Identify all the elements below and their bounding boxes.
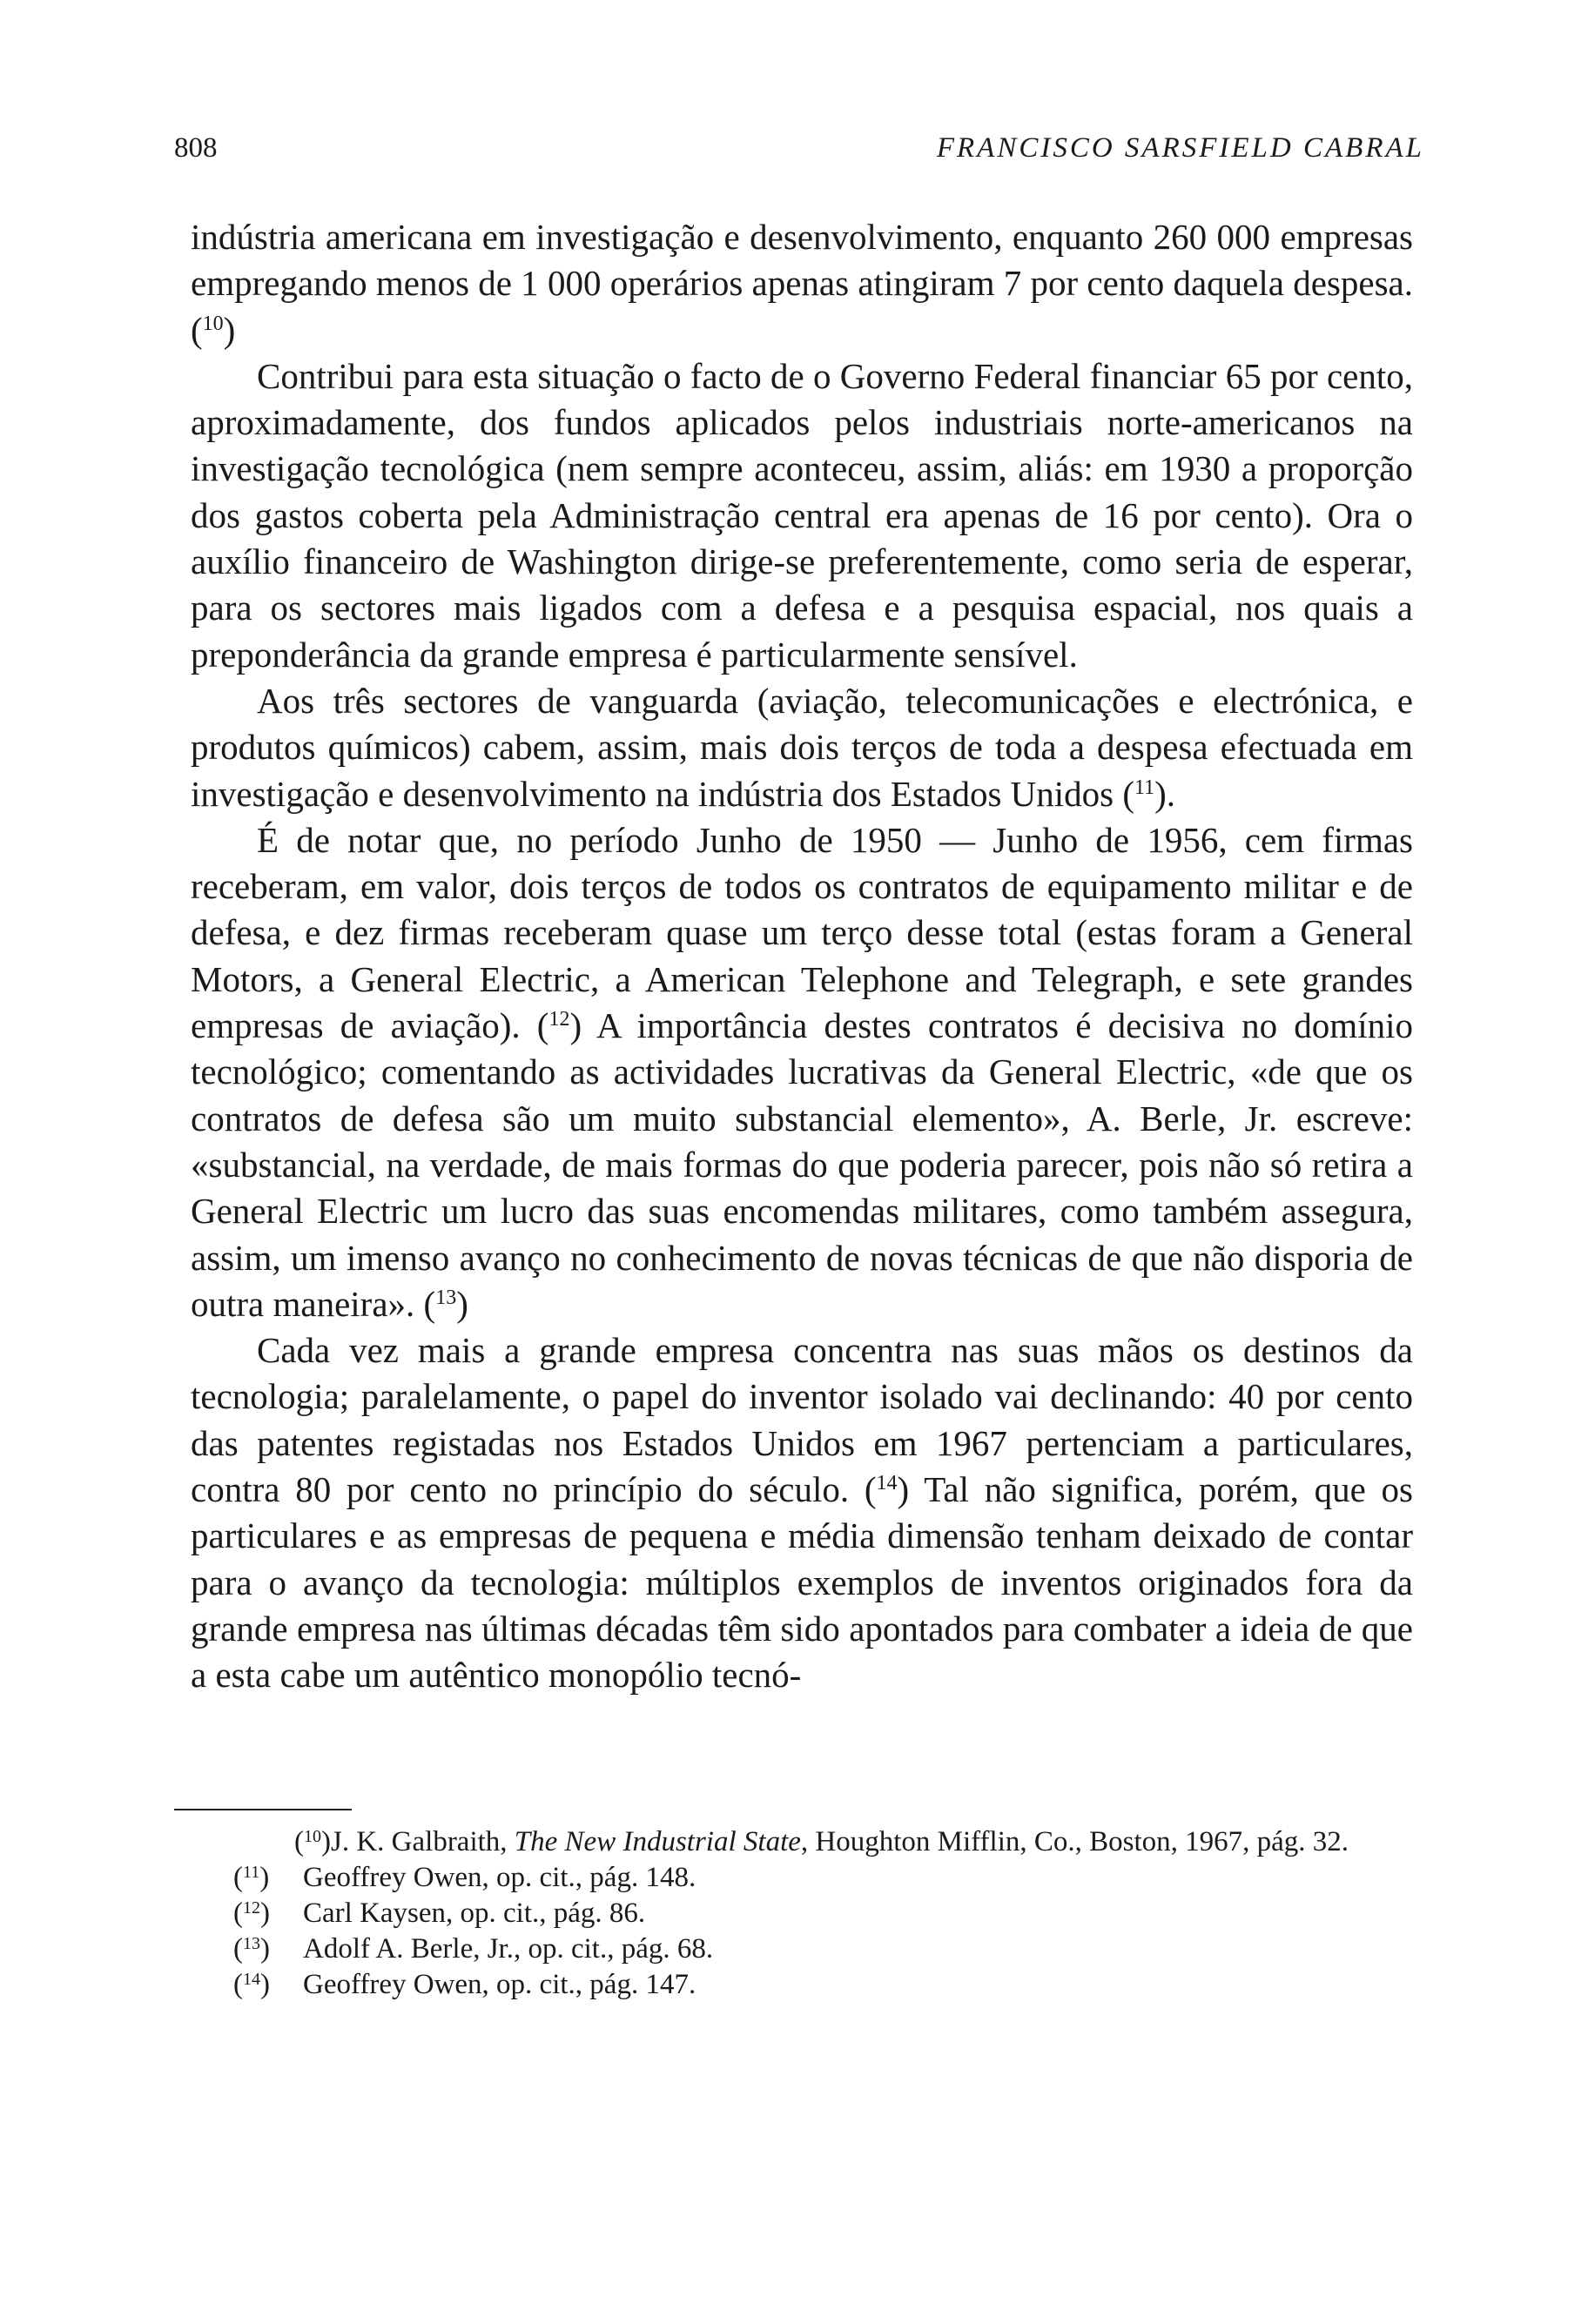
paragraph-4: É de notar que, no período Junho de 1950 — Junho de 1956, cem firmas receberam, em valor, dois terços de todos os contratos de equipamento militar e de defesa, e dez firmas receberam quase um terço desse total (estas foram a General Motors, a General Electric, a American Telephone and Telegraph, e sete grandes empresas de aviação). ($^{12}$) A importância destes contratos é decisiva no domínio tecnológico; comentando as actividades lucrativas da General Electric, «de que os contratos de defesa são um muito substancial elemento», A. Berle, Jr. escreve: «substancial, na verdade, de mais formas do que poderia parecer, pois não só retira a General Electric um lucro das suas encomendas militares, como também assegura, assim, um imenso avanço no conhecimento de novas técnicas de que não disporia de outra maneira». ($^{13}$) xyxy=(191,819,1413,1324)
paragraph-2: Contribui para esta situação o facto de o Governo Federal financiar 65 por cento, aproximadamente, dos fundos aplicados pelos industriais norte-americanos na investigação tecnológica (nem sempre aconteceu, assim, aliás: em 1930 a proporção dos gastos coberta pela Administração central era apenas de 16 por cento). Ora o auxílio financeiro de Washington dirige-se preferentemente, como seria de esperar, para os sectores mais ligados com a defesa e a pesquisa espacial, nos quais a preponderância da grande empresa é particularmente sensível. xyxy=(191,355,1413,675)
footnotes xyxy=(172,1824,1413,2003)
paragraph-1: indústria americana em investigação e desenvolvimento, enquanto 260 000 empresas empregando menos de 1 000 operários apenas atingiram 7 por cento daquela despesa. ($^{10}$) xyxy=(191,217,1413,350)
footnote-12: ($^{12}$) Carl Kaysen, op. cit., pág. 86. xyxy=(233,1897,646,1929)
note-ref-11: 11 xyxy=(1134,776,1155,799)
note-ref-14: 14 xyxy=(876,1472,898,1495)
note-ref-13: 13 xyxy=(435,1286,457,1309)
footnote-book-title: The New Industrial State xyxy=(514,1826,801,1857)
footnote-13: ($^{13}$) Adolf A. Berle, Jr., op. cit., pág. 68. xyxy=(233,1933,714,1965)
footnote-14: ($^{14}$) Geoffrey Owen, op. cit., pág. 147. xyxy=(233,1969,696,2000)
footnote-divider xyxy=(174,1809,352,1810)
note-ref-10: 10 xyxy=(202,312,224,335)
body-text xyxy=(191,214,1413,1699)
page-header xyxy=(174,132,1424,176)
footnote-10: ($^{10}$)J. K. Galbraith, The New Industrial State, Houghton Mifflin, Co., Boston, 1967, pág. 32. xyxy=(294,1826,1349,1857)
page-number: 808 xyxy=(174,132,218,164)
paragraph-5: Cada vez mais a grande empresa concentra nas suas mãos os destinos da tecnologia; paralelamente, o papel do inventor isolado vai declinando: 40 por cento das patentes registadas nos Estados Unidos em 1967 pertenciam a particulares, contra 80 por cento no princípio do século. ($^{14}$) Tal não significa, porém, que os particulares e as empresas de pequena e média dimensão tenham deixado de contar para o avanço da tecnologia: múltiplos exemplos de inventos originados fora da grande empresa nas últimas décadas têm sido apontados para combater a ideia de que a esta cabe um autêntico monopólio tecnó- xyxy=(191,1330,1413,1696)
paragraph-3: Aos três sectores de vanguarda (aviação, telecomunicações e electrónica, e produtos químicos) cabem, assim, mais dois terços de toda a despesa efectuada em investigação e desenvolvimento na indústria dos Estados Unidos ($^{11}$). xyxy=(191,680,1413,814)
footnote-11: ($^{11}$) Geoffrey Owen, op. cit., pág. 148. xyxy=(233,1862,696,1893)
note-ref-12: 12 xyxy=(548,1008,570,1031)
running-head: FRANCISCO SARSFIELD CABRAL xyxy=(936,132,1424,164)
